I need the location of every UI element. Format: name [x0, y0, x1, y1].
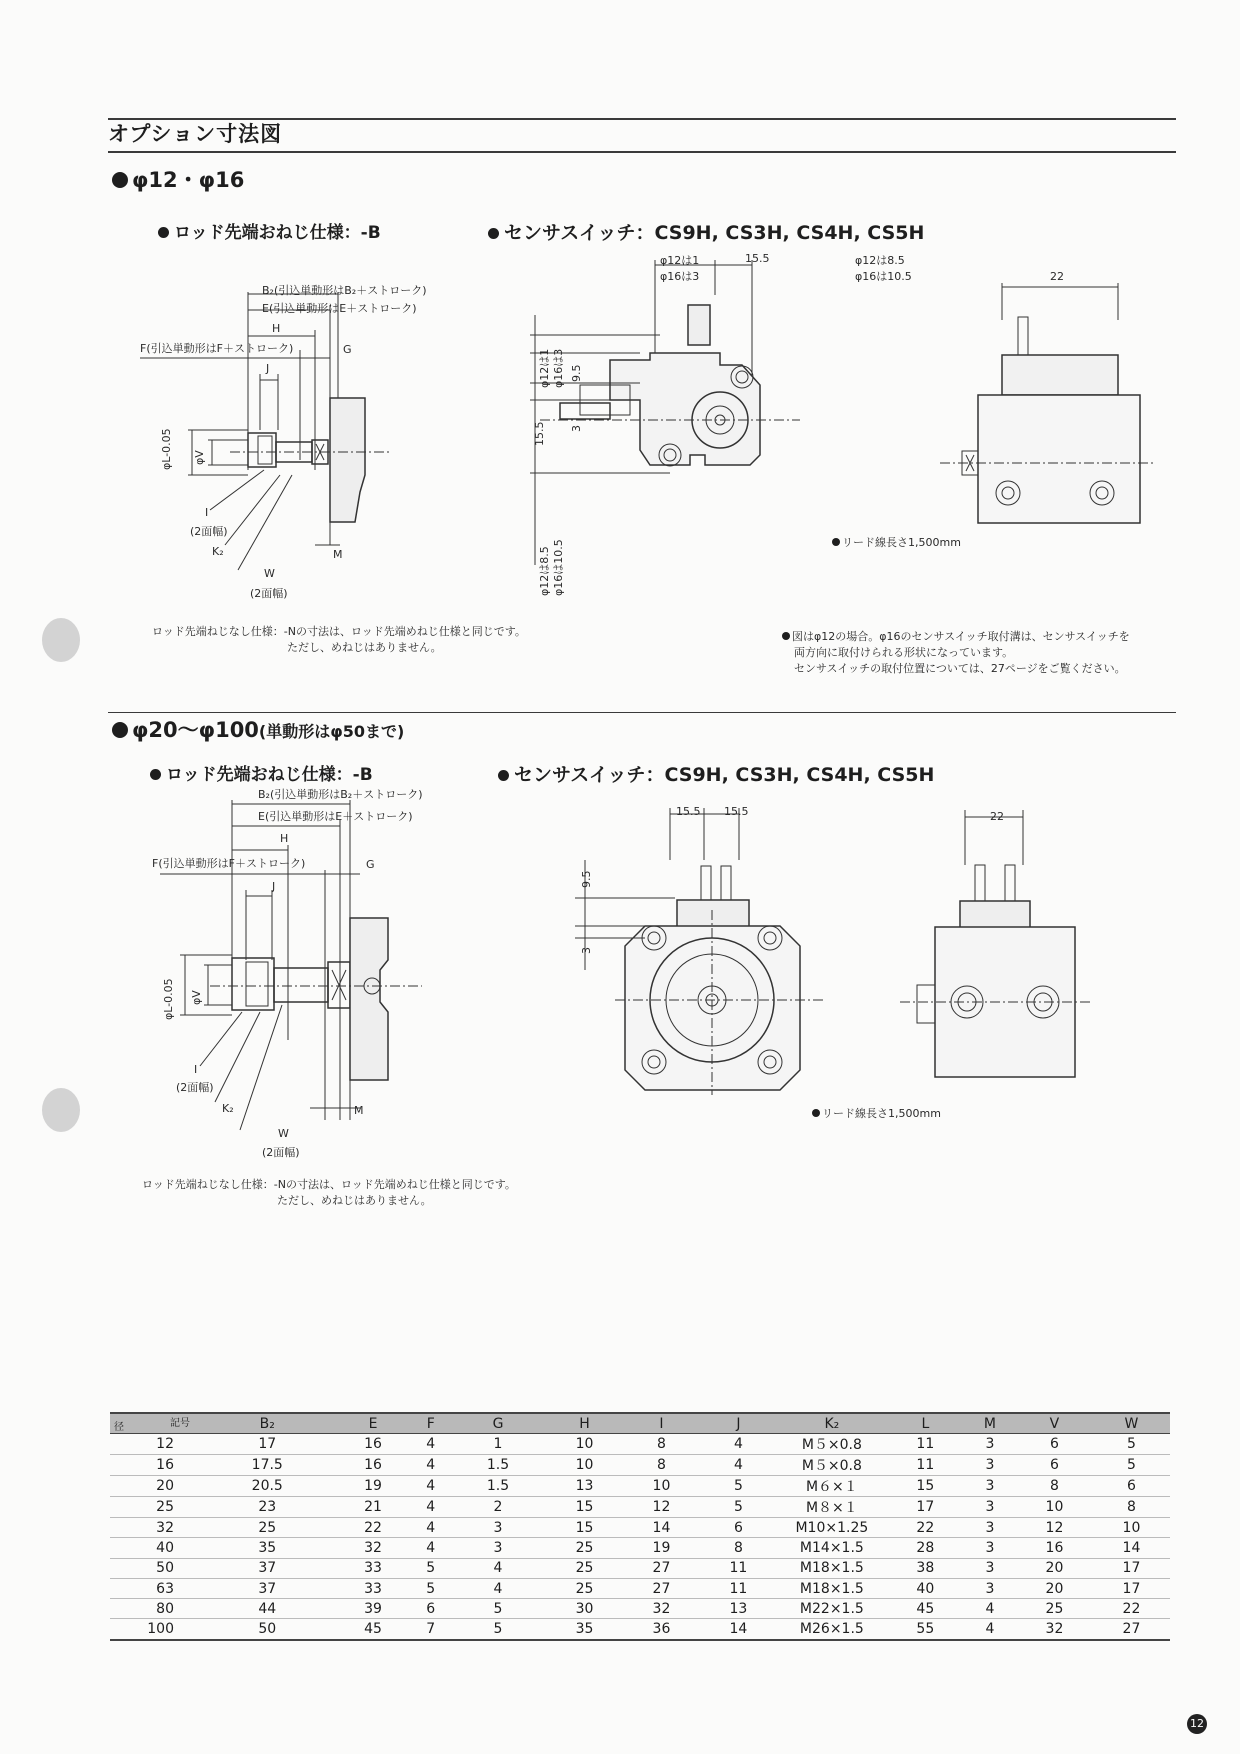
table-cell: 8 [1016, 1476, 1093, 1497]
s2-label-l: φL-0.05 [162, 978, 175, 1020]
table-cell: 12 [623, 1497, 700, 1518]
table-cell: 15 [546, 1518, 623, 1538]
s2-label-i-note: (2面幅) [176, 1081, 214, 1094]
table-cell: 20 [1016, 1558, 1093, 1578]
s1-sensor-3: 3 [570, 425, 583, 432]
table-cell: 25 [546, 1558, 623, 1578]
s2-label-v: φV [190, 990, 203, 1005]
table-cell: 15 [887, 1476, 964, 1497]
page-number-badge: 12 [1187, 1714, 1207, 1734]
table-cell: 4 [450, 1578, 546, 1598]
s1-sensor-top-right-2: φ16は10.5 [855, 270, 912, 283]
table-cell: 44 [200, 1599, 335, 1619]
table-cell: 3 [964, 1455, 1016, 1476]
table-cell: 10 [1016, 1497, 1093, 1518]
table-cell: 35 [546, 1619, 623, 1640]
table-cell: 11 [700, 1558, 777, 1578]
table-cell: 4 [964, 1619, 1016, 1640]
section-divider [108, 712, 1176, 713]
table-cell: 45 [335, 1619, 412, 1640]
table-cell: 1.5 [450, 1455, 546, 1476]
bore-cell: 16 [110, 1455, 200, 1476]
table-cell: 5 [450, 1599, 546, 1619]
table-cell: 55 [887, 1619, 964, 1640]
table-cell: 16 [1016, 1538, 1093, 1558]
col-header: H [546, 1413, 623, 1434]
table-cell: 25 [200, 1518, 335, 1538]
s1-sensor-top-right-1: φ12は8.5 [855, 254, 905, 267]
table-cell: 33 [335, 1578, 412, 1598]
table-cell: 2 [450, 1497, 546, 1518]
s2-label-i: I [194, 1063, 198, 1076]
s2-label-w: W [278, 1127, 289, 1140]
s1-label-w-note: (2面幅) [250, 587, 288, 600]
col-header: B₂ [200, 1413, 335, 1434]
table-cell: M18×1.5 [777, 1578, 887, 1598]
table-row [110, 1558, 1170, 1578]
section2-right-subtitle: センサスイッチ：CS9H, CS3H, CS4H, CS5H [498, 760, 934, 787]
table-row [110, 1578, 1170, 1598]
section1-sensor-side-drawing [920, 275, 1160, 535]
table-cell: 22 [887, 1518, 964, 1538]
col-header: V [1016, 1413, 1093, 1434]
table-cell: 6 [1016, 1434, 1093, 1455]
section1-note-left [152, 624, 526, 656]
table-cell: 4 [411, 1455, 450, 1476]
s1-sensor-b2: φ16は10.5 [552, 539, 565, 596]
table-cell: M８×１ [777, 1497, 887, 1518]
table-cell: 36 [623, 1619, 700, 1640]
s1-label-b2: B₂(引込単動形はB₂＋ストローク) [262, 284, 427, 297]
table-cell: 14 [623, 1518, 700, 1538]
s2-label-m: M [354, 1104, 364, 1117]
col-header: K₂ [777, 1413, 887, 1434]
table-cell: 3 [964, 1497, 1016, 1518]
table-cell: M14×1.5 [777, 1538, 887, 1558]
table-cell: 10 [623, 1476, 700, 1497]
table-row [110, 1434, 1170, 1455]
section1-note-right [782, 629, 1130, 677]
table-cell: 45 [887, 1599, 964, 1619]
table-cell: 27 [623, 1558, 700, 1578]
s2-label-j: J [272, 880, 276, 893]
table-cell: M22×1.5 [777, 1599, 887, 1619]
table-cell: 38 [887, 1558, 964, 1578]
table-cell: 40 [887, 1578, 964, 1598]
bullet-icon [832, 538, 840, 546]
table-cell: 5 [700, 1497, 777, 1518]
section1-note-left-line2: ただし、めねじはありません。 [287, 641, 442, 654]
table-row [110, 1599, 1170, 1619]
table-cell: 3 [964, 1558, 1016, 1578]
table-cell: 4 [450, 1558, 546, 1578]
bore-cell: 12 [110, 1434, 200, 1455]
s1-sensor-top-mid: 15.5 [745, 252, 770, 265]
table-cell: 3 [964, 1578, 1016, 1598]
col-header: L [887, 1413, 964, 1434]
table-cell: 4 [700, 1434, 777, 1455]
section1-sensor-front-drawing [520, 255, 860, 585]
table-cell: 7 [411, 1619, 450, 1640]
s1-label-h: H [272, 322, 281, 335]
table-cell: 33 [335, 1558, 412, 1578]
table-cell: M10×1.25 [777, 1518, 887, 1538]
section1-left-subtitle: ロッド先端おねじ仕様：-B [158, 218, 381, 243]
corner-bore-label: 径 [114, 1422, 124, 1433]
binder-hole-top [42, 618, 80, 662]
table-cell: 10 [546, 1434, 623, 1455]
table-cell: 25 [1016, 1599, 1093, 1619]
bore-cell: 100 [110, 1619, 200, 1640]
s1-sensor-v2: φ16は3 [552, 348, 565, 388]
s1-sensor-155: 15.5 [533, 421, 546, 446]
table-cell: 23 [200, 1497, 335, 1518]
table-cell: 5 [450, 1619, 546, 1640]
section1-note-right-line2: 両方向に取付けられる形状になっています。 [794, 646, 1014, 659]
s2-sensor-155a: 15.5 [676, 805, 701, 818]
table-cell: 3 [450, 1518, 546, 1538]
section2-sensor-side-drawing [895, 805, 1095, 1085]
table-cell: 5 [1093, 1455, 1170, 1476]
table-cell: 17 [887, 1497, 964, 1518]
s1-label-g: G [343, 343, 352, 356]
table-row [110, 1476, 1170, 1497]
section1-note-left-line1: ロッド先端ねじなし仕様：-Nの寸法は、ロッド先端めねじ仕様と同じです。 [152, 625, 526, 638]
table-cell: 4 [964, 1599, 1016, 1619]
section1-rod-end-drawing [130, 270, 430, 610]
s1-sensor-top-left-2: φ16は3 [660, 270, 700, 283]
table-row [110, 1455, 1170, 1476]
table-cell: 17.5 [200, 1455, 335, 1476]
s2-label-h: H [280, 832, 289, 845]
section2-left-subtitle: ロッド先端おねじ仕様：-B [150, 760, 373, 785]
s2-sensor-3: 3 [580, 947, 593, 954]
s1-sensor-22: 22 [1050, 270, 1064, 283]
s1-sensor-top-left-1: φ12は1 [660, 254, 700, 267]
s2-label-g: G [366, 858, 375, 871]
header-rule-bottom [108, 151, 1176, 153]
s1-label-w: W [264, 567, 275, 580]
table-cell: 28 [887, 1538, 964, 1558]
table-cell: 13 [700, 1599, 777, 1619]
s1-label-k2: K₂ [212, 545, 224, 558]
table-cell: 13 [546, 1476, 623, 1497]
corner-symbol-label: 記号 [170, 1418, 190, 1429]
table-cell: 27 [1093, 1619, 1170, 1640]
section2-note-left-line1: ロッド先端ねじなし仕様：-Nの寸法は、ロッド先端めねじ仕様と同じです。 [142, 1178, 516, 1191]
table-cell: 6 [700, 1518, 777, 1538]
table-row [110, 1518, 1170, 1538]
table-cell: 1 [450, 1434, 546, 1455]
table-cell: 17 [1093, 1578, 1170, 1598]
bore-cell: 32 [110, 1518, 200, 1538]
s2-lead-note: リード線長さ1,500mm [812, 1105, 941, 1121]
section2-note-left-line2: ただし、めねじはありません。 [277, 1194, 432, 1207]
table-row [110, 1619, 1170, 1640]
table-cell: 8 [623, 1434, 700, 1455]
table-cell: 8 [623, 1455, 700, 1476]
bore-cell: 80 [110, 1599, 200, 1619]
section1-heading: φ12・φ16 [112, 164, 244, 194]
table-cell: 16 [335, 1434, 412, 1455]
table-cell: 4 [411, 1434, 450, 1455]
section2-sensor-front-drawing [575, 800, 835, 1100]
table-cell: 12 [1016, 1518, 1093, 1538]
s1-label-l: φL-0.05 [160, 428, 173, 470]
table-cell: 32 [335, 1538, 412, 1558]
table-cell: M５×0.8 [777, 1455, 887, 1476]
table-cell: 4 [411, 1538, 450, 1558]
s2-label-k2: K₂ [222, 1102, 234, 1115]
table-cell: 1.5 [450, 1476, 546, 1497]
binder-hole-bottom [42, 1088, 80, 1132]
s1-label-i: I [205, 506, 209, 519]
table-cell: 5 [411, 1578, 450, 1598]
table-cell: 5 [411, 1558, 450, 1578]
bullet-icon [782, 632, 790, 640]
table-cell: 5 [1093, 1434, 1170, 1455]
table-cell: 3 [450, 1538, 546, 1558]
s2-label-e: E(引込単動形はE＋ストローク) [258, 810, 413, 823]
table-corner-cell [110, 1413, 200, 1434]
bore-cell: 25 [110, 1497, 200, 1518]
bullet-icon [498, 770, 509, 781]
table-cell: 27 [623, 1578, 700, 1598]
s2-sensor-155b: 15.5 [724, 805, 749, 818]
table-cell: 11 [887, 1455, 964, 1476]
table-cell: 20.5 [200, 1476, 335, 1497]
col-header: J [700, 1413, 777, 1434]
s1-sensor-v1: φ12は1 [538, 348, 551, 388]
table-cell: 10 [546, 1455, 623, 1476]
table-cell: 32 [623, 1599, 700, 1619]
table-row [110, 1538, 1170, 1558]
s1-label-j: J [266, 362, 270, 375]
s1-label-m: M [333, 548, 343, 561]
table-cell: 37 [200, 1558, 335, 1578]
table-cell: M５×0.8 [777, 1434, 887, 1455]
table-cell: 5 [700, 1476, 777, 1497]
table-cell: 6 [1093, 1476, 1170, 1497]
bore-cell: 63 [110, 1578, 200, 1598]
col-header: E [335, 1413, 412, 1434]
table-cell: 4 [411, 1476, 450, 1497]
table-cell: 3 [964, 1476, 1016, 1497]
bullet-icon [112, 172, 128, 188]
table-cell: M18×1.5 [777, 1558, 887, 1578]
table-cell: M26×1.5 [777, 1619, 887, 1640]
bullet-icon [158, 227, 169, 238]
bullet-icon [112, 722, 128, 738]
page-title: オプション寸法図 [108, 122, 283, 146]
table-cell: 19 [623, 1538, 700, 1558]
table-cell: 17 [1093, 1558, 1170, 1578]
table-cell: 25 [546, 1578, 623, 1598]
s2-label-w-note: (2面幅) [262, 1146, 300, 1159]
section2-rod-end-drawing [160, 790, 440, 1170]
s2-sensor-95: 9.5 [580, 870, 593, 888]
table-cell: 6 [1016, 1455, 1093, 1476]
table-cell: 14 [1093, 1538, 1170, 1558]
bullet-icon [488, 228, 499, 239]
bullet-icon [812, 1109, 820, 1117]
table-cell: 32 [1016, 1619, 1093, 1640]
table-cell: 3 [964, 1434, 1016, 1455]
table-cell: 16 [335, 1455, 412, 1476]
table-header-row [110, 1413, 1170, 1434]
table-body [110, 1434, 1170, 1640]
table-cell: 22 [335, 1518, 412, 1538]
table-cell: 22 [1093, 1599, 1170, 1619]
table-cell: 35 [200, 1538, 335, 1558]
table-cell: 4 [411, 1497, 450, 1518]
bore-cell: 20 [110, 1476, 200, 1497]
bullet-icon [150, 769, 161, 780]
section2-heading: φ20～φ100(単動形はφ50まで) [112, 714, 404, 744]
s1-label-e: E(引込単動形はE＋ストローク) [262, 302, 417, 315]
s2-label-b2: B₂(引込単動形はB₂＋ストローク) [258, 788, 423, 801]
section1-note-right-line3: センサスイッチの取付位置については、27ページをご覧ください。 [794, 662, 1126, 675]
table-row [110, 1497, 1170, 1518]
table-cell: 15 [546, 1497, 623, 1518]
section1-right-subtitle: センサスイッチ：CS9H, CS3H, CS4H, CS5H [488, 218, 924, 245]
table-cell: 20 [1016, 1578, 1093, 1598]
section2-note-left [142, 1177, 516, 1209]
section1-note-right-line1: 図はφ12の場合。φ16のセンサスイッチ取付溝は、センサスイッチを [782, 629, 1130, 645]
s2-label-f: F(引込単動形はF＋ストローク) [152, 857, 306, 870]
s1-label-i-note: (2面幅) [190, 525, 228, 538]
s1-lead-note: リード線長さ1,500mm [832, 534, 961, 550]
table-cell: 14 [700, 1619, 777, 1640]
table-cell: 30 [546, 1599, 623, 1619]
s2-sensor-22: 22 [990, 810, 1004, 823]
table-cell: 8 [700, 1538, 777, 1558]
table-cell: 37 [200, 1578, 335, 1598]
col-header: M [964, 1413, 1016, 1434]
s1-sensor-95: 9.5 [570, 364, 583, 382]
col-header: W [1093, 1413, 1170, 1434]
table-cell: 4 [700, 1455, 777, 1476]
bore-cell: 50 [110, 1558, 200, 1578]
table-cell: 10 [1093, 1518, 1170, 1538]
table-cell: 25 [546, 1538, 623, 1558]
s1-sensor-b1: φ12は8.5 [538, 546, 551, 596]
table-cell: M６×１ [777, 1476, 887, 1497]
table-cell: 17 [200, 1434, 335, 1455]
table-cell: 6 [411, 1599, 450, 1619]
s1-label-f: F(引込単動形はF＋ストローク) [140, 342, 294, 355]
table-cell: 50 [200, 1619, 335, 1640]
table-cell: 8 [1093, 1497, 1170, 1518]
col-header: I [623, 1413, 700, 1434]
table-cell: 4 [411, 1518, 450, 1538]
table-cell: 39 [335, 1599, 412, 1619]
table-cell: 11 [700, 1578, 777, 1598]
col-header: G [450, 1413, 546, 1434]
table-cell: 19 [335, 1476, 412, 1497]
table-cell: 3 [964, 1518, 1016, 1538]
dimensions-table [110, 1412, 1170, 1641]
table-cell: 21 [335, 1497, 412, 1518]
table-cell: 11 [887, 1434, 964, 1455]
table-cell: 3 [964, 1538, 1016, 1558]
bore-cell: 40 [110, 1538, 200, 1558]
col-header: F [411, 1413, 450, 1434]
s1-label-v: φV [193, 450, 206, 465]
